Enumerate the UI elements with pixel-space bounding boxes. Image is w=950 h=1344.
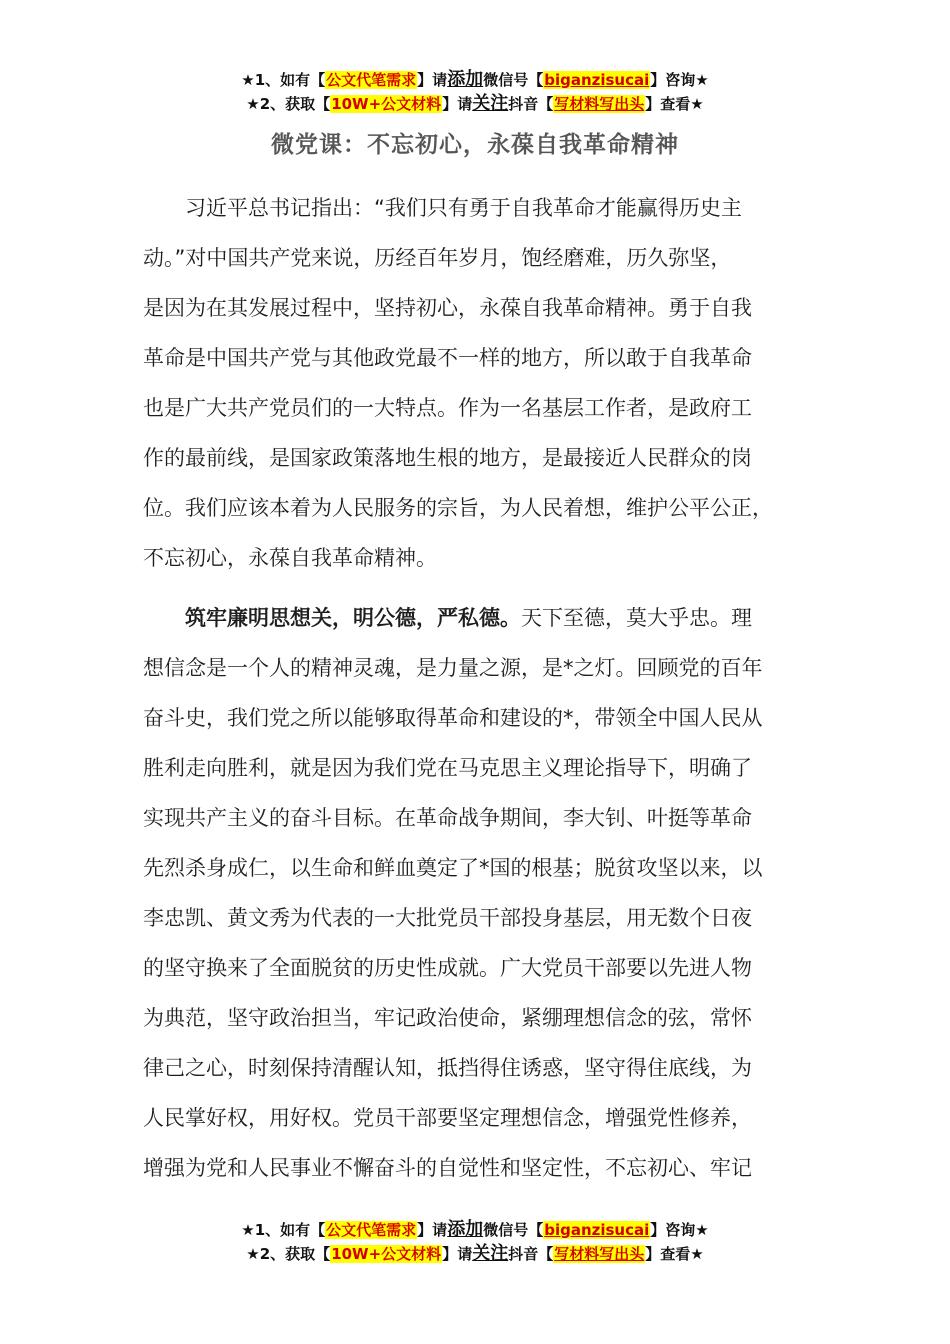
banner-text: 抖音【 [508, 95, 554, 113]
banner-text: ★1、如有【 [241, 1221, 326, 1239]
highlight-materials: 10W+公文材料 [331, 95, 442, 113]
paragraph-line: 位。我们应该本着为人民服务的宗旨，为人民着想，维护公平公正， [143, 496, 773, 520]
banner-emphasis: 添加 [447, 69, 484, 90]
paragraph-line: 实现共产主义的奋斗目标。在革命战争期间，李大钊、叶挺等革命 [143, 806, 752, 830]
footer-banner [0, 1218, 950, 1266]
paragraph-line: 是因为在其发展过程中，坚持初心，永葆自我革命精神。勇于自我 [143, 296, 752, 320]
banner-text: 微信号【 [483, 1221, 544, 1239]
highlight-service: 公文代笔需求 [326, 71, 417, 89]
highlight-materials: 10W+公文材料 [331, 1245, 442, 1263]
highlight-douyin-account: 写材料写出头 [554, 1245, 645, 1263]
paragraph-line: 李忠凯、黄文秀为代表的一大批党员干部投身基层，用无数个日夜 [143, 906, 752, 930]
banner-emphasis: 添加 [447, 1219, 484, 1240]
paragraph-line-rest: 天下至德，莫大乎忠。理 [521, 606, 752, 630]
banner-line-2 [0, 1242, 950, 1266]
paragraph-line: 不忘初心，永葆自我革命精神。 [143, 546, 437, 570]
banner-line-2 [0, 92, 950, 116]
paragraph-line: 奋斗史，我们党之所以能够取得革命和建设的*，带领全中国人民从 [143, 706, 763, 730]
banner-line-1 [0, 68, 950, 92]
highlight-wechat-id: biganzisucai [544, 1221, 650, 1239]
banner-text: 抖音【 [508, 1245, 554, 1263]
highlight-wechat-id: biganzisucai [544, 71, 650, 89]
paragraph-2 [143, 593, 833, 1193]
banner-text: 】请 [442, 95, 473, 113]
paragraph-line: 的坚守换来了全面脱贫的历史性成就。广大党员干部要以先进人物 [143, 956, 752, 980]
paragraph-line: 人民掌好权，用好权。党员干部要坚定理想信念，增强党性修养， [143, 1106, 752, 1130]
banner-emphasis: 关注 [472, 93, 509, 114]
paragraph-line: 革命是中国共产党与其他政党最不一样的地方，所以敢于自我革命 [143, 346, 752, 370]
banner-text: 】查看★ [645, 95, 704, 113]
highlight-douyin-account: 写材料写出头 [554, 95, 645, 113]
banner-text: 】请 [417, 71, 448, 89]
paragraph-line: 也是广大共产党员们的一大特点。作为一名基层工作者，是政府工 [143, 396, 752, 420]
paragraph-line: 作的最前线，是国家政策落地生根的地方，是最接近人民群众的岗 [143, 446, 752, 470]
banner-text: 】请 [417, 1221, 448, 1239]
banner-emphasis: 关注 [472, 1243, 509, 1264]
paragraph-line: 为典范，坚守政治担当，牢记政治使命，紧绷理想信念的弦，常怀 [143, 1006, 752, 1030]
paragraph-lead-heading: 筑牢廉明思想关，明公德，严私德。 [143, 606, 521, 630]
banner-text: 】咨询★ [650, 71, 709, 89]
header-banner [0, 68, 950, 116]
paragraph-1 [143, 183, 833, 583]
highlight-service: 公文代笔需求 [326, 1221, 417, 1239]
banner-line-1 [0, 1218, 950, 1242]
banner-text: 】查看★ [645, 1245, 704, 1263]
banner-text: ★2、获取【 [246, 1245, 331, 1263]
paragraph-line: 习近平总书记指出：“我们只有勇于自我革命才能赢得历史主 [143, 196, 742, 220]
banner-text: 微信号【 [483, 71, 544, 89]
banner-text: 】请 [442, 1245, 473, 1263]
banner-text: 】咨询★ [650, 1221, 709, 1239]
banner-text: ★2、获取【 [246, 95, 331, 113]
document-title: 微党课：不忘初心，永葆自我革命精神 [271, 132, 679, 158]
paragraph-line: 想信念是一个人的精神灵魂，是力量之源，是*之灯。回顾党的百年 [143, 656, 763, 680]
paragraph-line: 增强为党和人民事业不懈奋斗的自觉性和坚定性，不忘初心、牢记 [143, 1156, 752, 1180]
paragraph-line: 胜利走向胜利，就是因为我们党在马克思主义理论指导下，明确了 [143, 756, 752, 780]
paragraph-line: 动。”对中国共产党来说，历经百年岁月，饱经磨难，历久弥坚， [143, 246, 732, 270]
banner-text: ★1、如有【 [241, 71, 326, 89]
paragraph-line: 律己之心，时刻保持清醒认知，抵挡得住诱惑，坚守得住底线，为 [143, 1056, 752, 1080]
paragraph-line [143, 593, 833, 643]
paragraph-line: 先烈杀身成仁，以生命和鲜血奠定了*国的根基；脱贫攻坚以来，以 [143, 856, 763, 880]
